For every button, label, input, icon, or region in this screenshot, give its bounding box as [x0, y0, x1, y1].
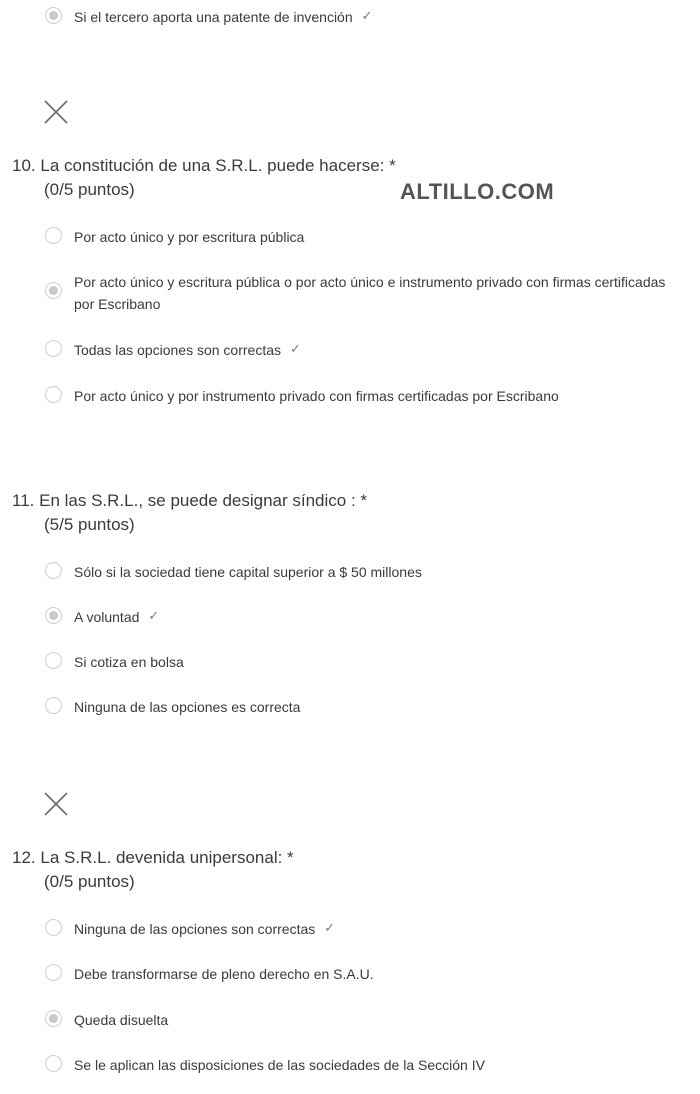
q12-option-1[interactable]: [45, 918, 335, 940]
question-text: La constitución de una S.R.L. puede hacerse: *: [40, 156, 396, 175]
option-label: Ninguna de las opciones son correctas: [74, 921, 316, 937]
question-11-points: (5/5 puntos): [44, 515, 135, 534]
option-label: Por acto único y escritura pública o por acto único e instrumento privado con firmas certificadas por Escribano: [74, 274, 666, 312]
question-number: 10.: [12, 156, 36, 175]
q11-option-1[interactable]: [45, 561, 422, 583]
question-text: La S.R.L. devenida unipersonal: *: [40, 848, 294, 867]
radio-selected[interactable]: [45, 282, 62, 299]
option-label: Todas las opciones son correctas: [74, 342, 281, 358]
question-10-title: [12, 154, 396, 178]
q10-option-1[interactable]: [45, 226, 304, 248]
question-11-title: [12, 489, 367, 513]
radio-selected[interactable]: [45, 1010, 62, 1027]
question-text: En las S.R.L., se puede designar síndico : *: [39, 491, 368, 510]
radio-unselected[interactable]: [45, 562, 62, 579]
q11-option-4[interactable]: [45, 696, 300, 718]
incorrect-x-icon: [43, 791, 69, 817]
radio-unselected[interactable]: [45, 1055, 62, 1072]
option-label: Se le aplican las disposiciones de las sociedades de la Sección IV: [74, 1057, 485, 1073]
correct-check-icon: ✓: [290, 342, 301, 357]
q10-option-4[interactable]: [45, 385, 559, 407]
question-12-points: (0/5 puntos): [44, 872, 135, 891]
option-label: Debe transformarse de pleno derecho en S.A.U.: [74, 966, 374, 982]
watermark-text: ALTILLO.COM: [400, 179, 555, 204]
q12-option-3[interactable]: [45, 1009, 168, 1031]
q10-option-2[interactable]: [45, 271, 674, 315]
radio-unselected[interactable]: [45, 652, 62, 669]
option-label: Sólo si la sociedad tiene capital superior a $ 50 millones: [74, 564, 422, 580]
radio-unselected[interactable]: [45, 919, 62, 936]
correct-check-icon: ✓: [324, 921, 336, 936]
radio-selected[interactable]: [45, 7, 62, 24]
correct-check-icon: ✓: [148, 609, 160, 624]
option-label: Ninguna de las opciones es correcta: [74, 699, 301, 715]
option-label: Queda disuelta: [74, 1012, 169, 1028]
radio-selected[interactable]: [45, 607, 62, 624]
option-label: Si el tercero aporta una patente de invención: [74, 9, 353, 25]
question-12-title: [12, 846, 294, 870]
question-10-points: (0/5 puntos): [44, 180, 135, 199]
q12-option-4[interactable]: [45, 1054, 485, 1076]
radio-unselected[interactable]: [45, 227, 62, 244]
radio-unselected[interactable]: [45, 697, 62, 714]
question-number: 12.: [12, 848, 36, 867]
radio-unselected[interactable]: [45, 964, 62, 981]
option-label: Si cotiza en bolsa: [74, 654, 184, 670]
option-label: Por acto único y por instrumento privado con firmas certificadas por Escribano: [74, 388, 559, 404]
option-label: Por acto único y por escritura pública: [74, 229, 305, 245]
option-label: A voluntad: [74, 609, 140, 625]
radio-unselected[interactable]: [45, 386, 62, 403]
option-previous-question-selected[interactable]: [45, 6, 373, 28]
correct-check-icon: ✓: [361, 9, 373, 24]
q11-option-2[interactable]: [45, 606, 159, 628]
q12-option-2[interactable]: [45, 963, 374, 985]
q10-option-3[interactable]: [45, 339, 301, 361]
radio-unselected[interactable]: [45, 340, 62, 357]
incorrect-x-icon: [43, 99, 69, 125]
q11-option-3[interactable]: [45, 651, 184, 673]
question-number: 11.: [12, 491, 35, 510]
